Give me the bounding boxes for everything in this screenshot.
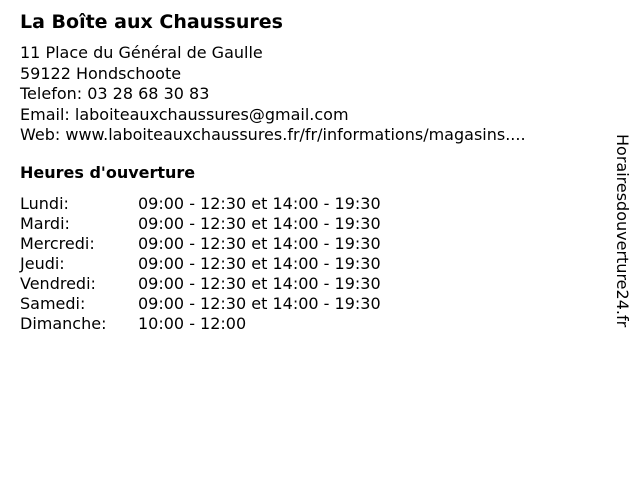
hours-day: Lundi: (20, 194, 69, 213)
hours-day: Mardi: (20, 214, 70, 233)
hours-time: 09:00 - 12:30 et 14:00 - 19:30 (138, 274, 381, 293)
hours-day: Mercredi: (20, 234, 95, 253)
hours-time: 09:00 - 12:30 et 14:00 - 19:30 (138, 194, 381, 213)
website: Web: www.laboiteauxchaussures.fr/fr/informations/magasins.... (20, 125, 526, 144)
hours-time: 09:00 - 12:30 et 14:00 - 19:30 (138, 234, 381, 253)
hours-heading: Heures d'ouverture (20, 163, 196, 182)
address-line-2: 59122 Hondschoote (20, 63, 182, 83)
email: Email: laboiteauxchaussures@gmail.com (20, 104, 349, 124)
store-name: La Boîte aux Chaussures (20, 11, 283, 33)
hours-day: Vendredi: (20, 274, 96, 293)
site-watermark: Horairesdouverture24.fr (613, 134, 632, 328)
hours-day: Dimanche: (20, 314, 107, 333)
address-line-1: 11 Place du Général de Gaulle (20, 43, 263, 62)
hours-day: Jeudi: (20, 254, 65, 273)
hours-time: 09:00 - 12:30 et 14:00 - 19:30 (138, 254, 381, 273)
phone: Telefon: 03 28 68 30 83 (20, 84, 210, 103)
store-info (20, 43, 526, 146)
hours-day: Samedi: (20, 294, 86, 313)
hours-time: 10:00 - 12:00 (138, 314, 247, 333)
hours-time: 09:00 - 12:30 et 14:00 - 19:30 (138, 214, 381, 233)
hours-time: 09:00 - 12:30 et 14:00 - 19:30 (138, 294, 381, 313)
